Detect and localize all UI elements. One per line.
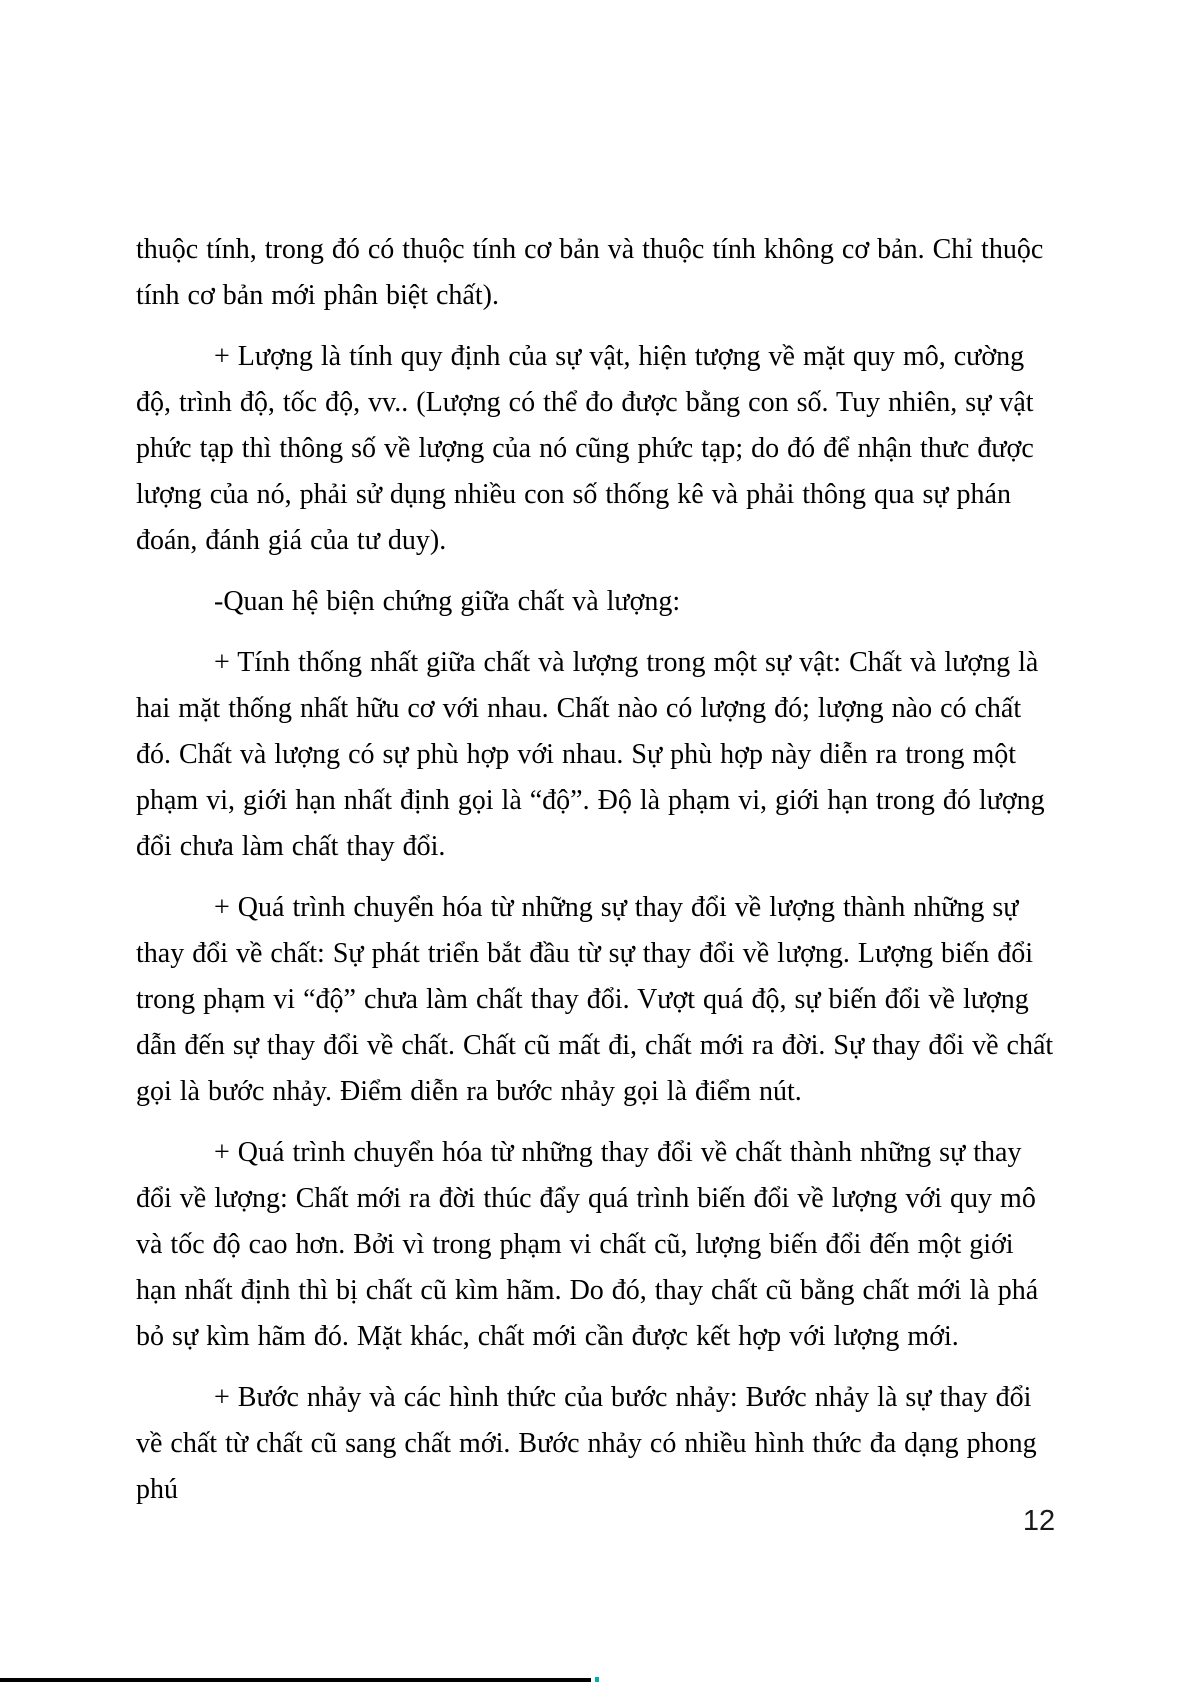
paragraph: -Quan hệ biện chứng giữa chất và lượng:: [214, 586, 681, 617]
paragraph: + Tính thống nhất giữa chất và lượng trong một sự vật: Chất và lượng là hai mặt thống nhất hữu cơ với nhau. Chất nào có lượng đó; lượng nào có chất đó. Chất và lượng có sự phù hợp với nhau. Sự phù hợp này diễn ra trong một phạm vi, giới hạn nhất định gọi là “độ”. Độ là phạm vi, giới hạn trong đó lượng đổi chưa làm chất thay đổi.: [136, 647, 1045, 862]
cursor-mark: [595, 1677, 599, 1682]
document-body-text: [136, 227, 1058, 1528]
paragraph: thuộc tính, trong đó có thuộc tính cơ bản và thuộc tính không cơ bản. Chỉ thuộc tính cơ bản mới phân biệt chất).: [136, 234, 1044, 311]
bottom-divider-bar: [0, 1678, 591, 1682]
paragraph: + Lượng là tính quy định của sự vật, hiện tượng về mặt quy mô, cường độ, trình độ, tốc độ, vv.. (Lượng có thể đo được bằng con số. Tuy nhiên, sự vật phức tạp thì thông số về lượng của nó cũng phức tạp; do đó để nhận thưc được lượng của nó, phải sử dụng nhiều con số thống kê và phải thông qua sự phán đoán, đánh giá của tư duy).: [136, 341, 1034, 556]
paragraph: + Quá trình chuyển hóa từ những thay đổi về chất thành những sự thay đổi về lượng: Chất mới ra đời thúc đẩy quá trình biến đổi về lượng với quy mô và tốc độ cao hơn. Bởi vì trong phạm vi chất cũ, lượng biến đổi đến một giới hạn nhất định thì bị chất cũ kìm hãm. Do đó, thay chất cũ bằng chất mới là phá bỏ sự kìm hãm đó. Mặt khác, chất mới cần được kết hợp với lượng mới.: [136, 1137, 1039, 1352]
paragraph: + Quá trình chuyển hóa từ những sự thay đổi về lượng thành những sự thay đổi về chất: Sự phát triển bắt đầu từ sự thay đổi về lượng. Lượng biến đổi trong phạm vi “độ” chưa làm chất thay đổi. Vượt quá độ, sự biến đổi về lượng dẫn đến sự thay đổi về chất. Chất cũ mất đi, chất mới ra đời. Sự thay đổi về chất gọi là bước nhảy. Điểm diễn ra bước nhảy gọi là điểm nút.: [136, 892, 1054, 1107]
paragraph: + Bước nhảy và các hình thức của bước nhảy: Bước nhảy là sự thay đổi về chất từ chất cũ sang chất mới. Bước nhảy có nhiều hình thức đa dạng phong phú: [136, 1382, 1037, 1505]
page-number: 12: [1022, 1505, 1056, 1537]
